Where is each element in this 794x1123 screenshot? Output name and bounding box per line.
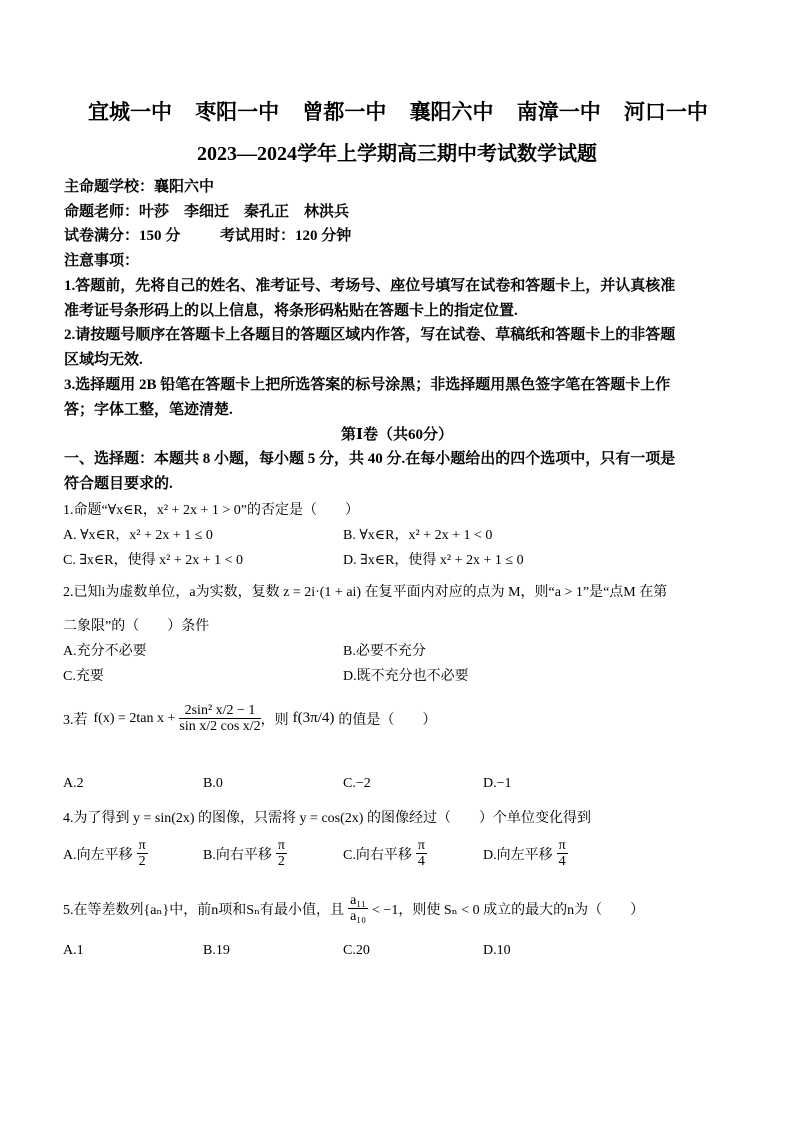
option-a: A.1 [63, 943, 84, 958]
option-d [483, 838, 568, 869]
question-5-fraction [348, 893, 368, 924]
question-5-stem [63, 893, 644, 924]
option-c: C. ∃x∈R，使得 x² + 2x + 1 < 0 [63, 553, 244, 568]
school-name: 曾都一中 [302, 100, 387, 124]
question-5-stem-b: < −1，则使 Sₙ < 0 成立的最大的n为（ ） [372, 902, 645, 918]
option-b: B. ∀x∈R，x² + 2x + 1 < 0 [343, 528, 493, 543]
fraction-denominator: 2 [277, 854, 285, 869]
option-b [203, 838, 287, 869]
fraction-denominator: 2 [138, 854, 146, 869]
notice-line: 2.请按题号顺序在答题卡上各题目的答题区域内作答，写在试卷、草稿纸和答题卡上的非答题 [64, 327, 676, 343]
option-a: A.充分不必要 [63, 644, 147, 659]
option-label: B.向右平移 [203, 847, 272, 863]
option-d: D.既不充分也不必要 [343, 669, 469, 684]
option-label: C.向右平移 [343, 847, 412, 863]
fraction-numerator: π [558, 838, 566, 853]
fraction-numerator: 2sin² x/2 − 1 [179, 703, 260, 719]
teachers: 命题老师：叶莎 李细迁 秦孔正 林洪兵 [64, 204, 350, 220]
school-list [88, 96, 708, 126]
fraction-denominator: 4 [558, 854, 566, 869]
school-name: 襄阳六中 [409, 100, 494, 124]
option-a: A. ∀x∈R，x² + 2x + 1 ≤ 0 [63, 528, 213, 543]
fraction-denominator: sin x/2 cos x/2 [179, 719, 261, 734]
fraction-numerator: a₁₁ [350, 893, 367, 908]
fraction-numerator: π [277, 838, 285, 853]
option-c: C.充要 [63, 669, 104, 684]
question-3-argument: f(3π/4) [292, 710, 335, 726]
question-3-function: f(x) = 2tan x + [93, 710, 176, 726]
lead-school: 主命题学校：襄阳六中 [64, 179, 215, 195]
option-b: B.19 [203, 943, 230, 958]
question-5-stem-a: 5.在等差数列{aₙ}中，前n项和Sₙ有最小值，且 [63, 902, 345, 918]
notice-line: 1.答题前，先将自己的姓名、准考证号、考场号、座位号填写在试卷和答题卡上，并认真核准 [64, 278, 676, 294]
exam-time: 考试用时：120 分钟 [220, 228, 352, 244]
notice-line: 准考证号条形码上的以上信息，将条形码粘贴在答题卡上的指定位置. [64, 303, 518, 319]
question-1-stem: 1.命题“∀x∈R，x² + 2x + 1 > 0”的否定是（ ） [63, 503, 359, 518]
fraction-numerator: π [138, 838, 146, 853]
question-3-prefix: 3.若 [63, 712, 88, 728]
notice-line: 3.选择题用 2B 铅笔在答题卡上把所选答案的标号涂黑；非选择题用黑色签字笔在答题卡上作 [64, 377, 671, 393]
part-heading: 第Ⅰ卷（共60分） [340, 427, 454, 443]
option-c: C.−2 [343, 776, 371, 791]
option-fraction [416, 838, 427, 869]
question-2-stem: 2.已知i为虚数单位，a为实数，复数 z = 2i·(1 + ai) 在复平面内对应的点为 M，则“a > 1”是“点M 在第 [63, 585, 668, 600]
question-3-suffix: 的值是（ ） [338, 712, 437, 728]
fraction-numerator: π [417, 838, 425, 853]
option-fraction [276, 838, 287, 869]
option-fraction [137, 838, 148, 869]
question-3-mid: ，则 [260, 712, 289, 728]
total-score: 试卷满分：150 分 [64, 228, 181, 244]
option-c: C.20 [343, 943, 370, 958]
option-c [343, 838, 427, 869]
school-name: 河口一中 [623, 100, 708, 124]
exam-title: 2023—2024学年上学期高三期中考试数学试题 [197, 143, 597, 165]
section-heading: 符合题目要求的. [64, 476, 173, 492]
option-a: A.2 [63, 776, 84, 791]
school-name: 枣阳一中 [195, 100, 280, 124]
option-d: D.10 [483, 943, 511, 958]
fraction-denominator: 4 [417, 854, 425, 869]
fraction-denominator: a₁₀ [350, 909, 367, 924]
notice-line: 答；字体工整，笔迹清楚. [64, 402, 233, 418]
option-d: D.−1 [483, 776, 512, 791]
notice-title: 注意事项： [64, 253, 140, 269]
option-b: B.必要不充分 [343, 644, 426, 659]
option-label: D.向左平移 [483, 847, 553, 863]
option-d: D. ∃x∈R，使得 x² + 2x + 1 ≤ 0 [343, 553, 524, 568]
question-3-fraction [179, 703, 260, 734]
school-name: 南漳一中 [516, 100, 601, 124]
school-name: 宜城一中 [88, 100, 172, 124]
notice-line: 区域均无效. [64, 352, 143, 368]
question-4-stem: 4.为了得到 y = sin(2x) 的图像，只需将 y = cos(2x) 的图像经过（ ）个单位变化得到 [63, 811, 591, 826]
section-heading: 一、选择题：本题共 8 小题，每小题 5 分，共 40 分.在每小题给出的四个选项中，只有一项是 [64, 451, 676, 467]
option-b: B.0 [203, 776, 223, 791]
option-fraction [557, 838, 568, 869]
option-a [63, 838, 148, 869]
option-label: A.向左平移 [63, 847, 133, 863]
question-3-stem [63, 703, 436, 734]
question-2-stem: 二象限”的（ ）条件 [63, 619, 210, 634]
